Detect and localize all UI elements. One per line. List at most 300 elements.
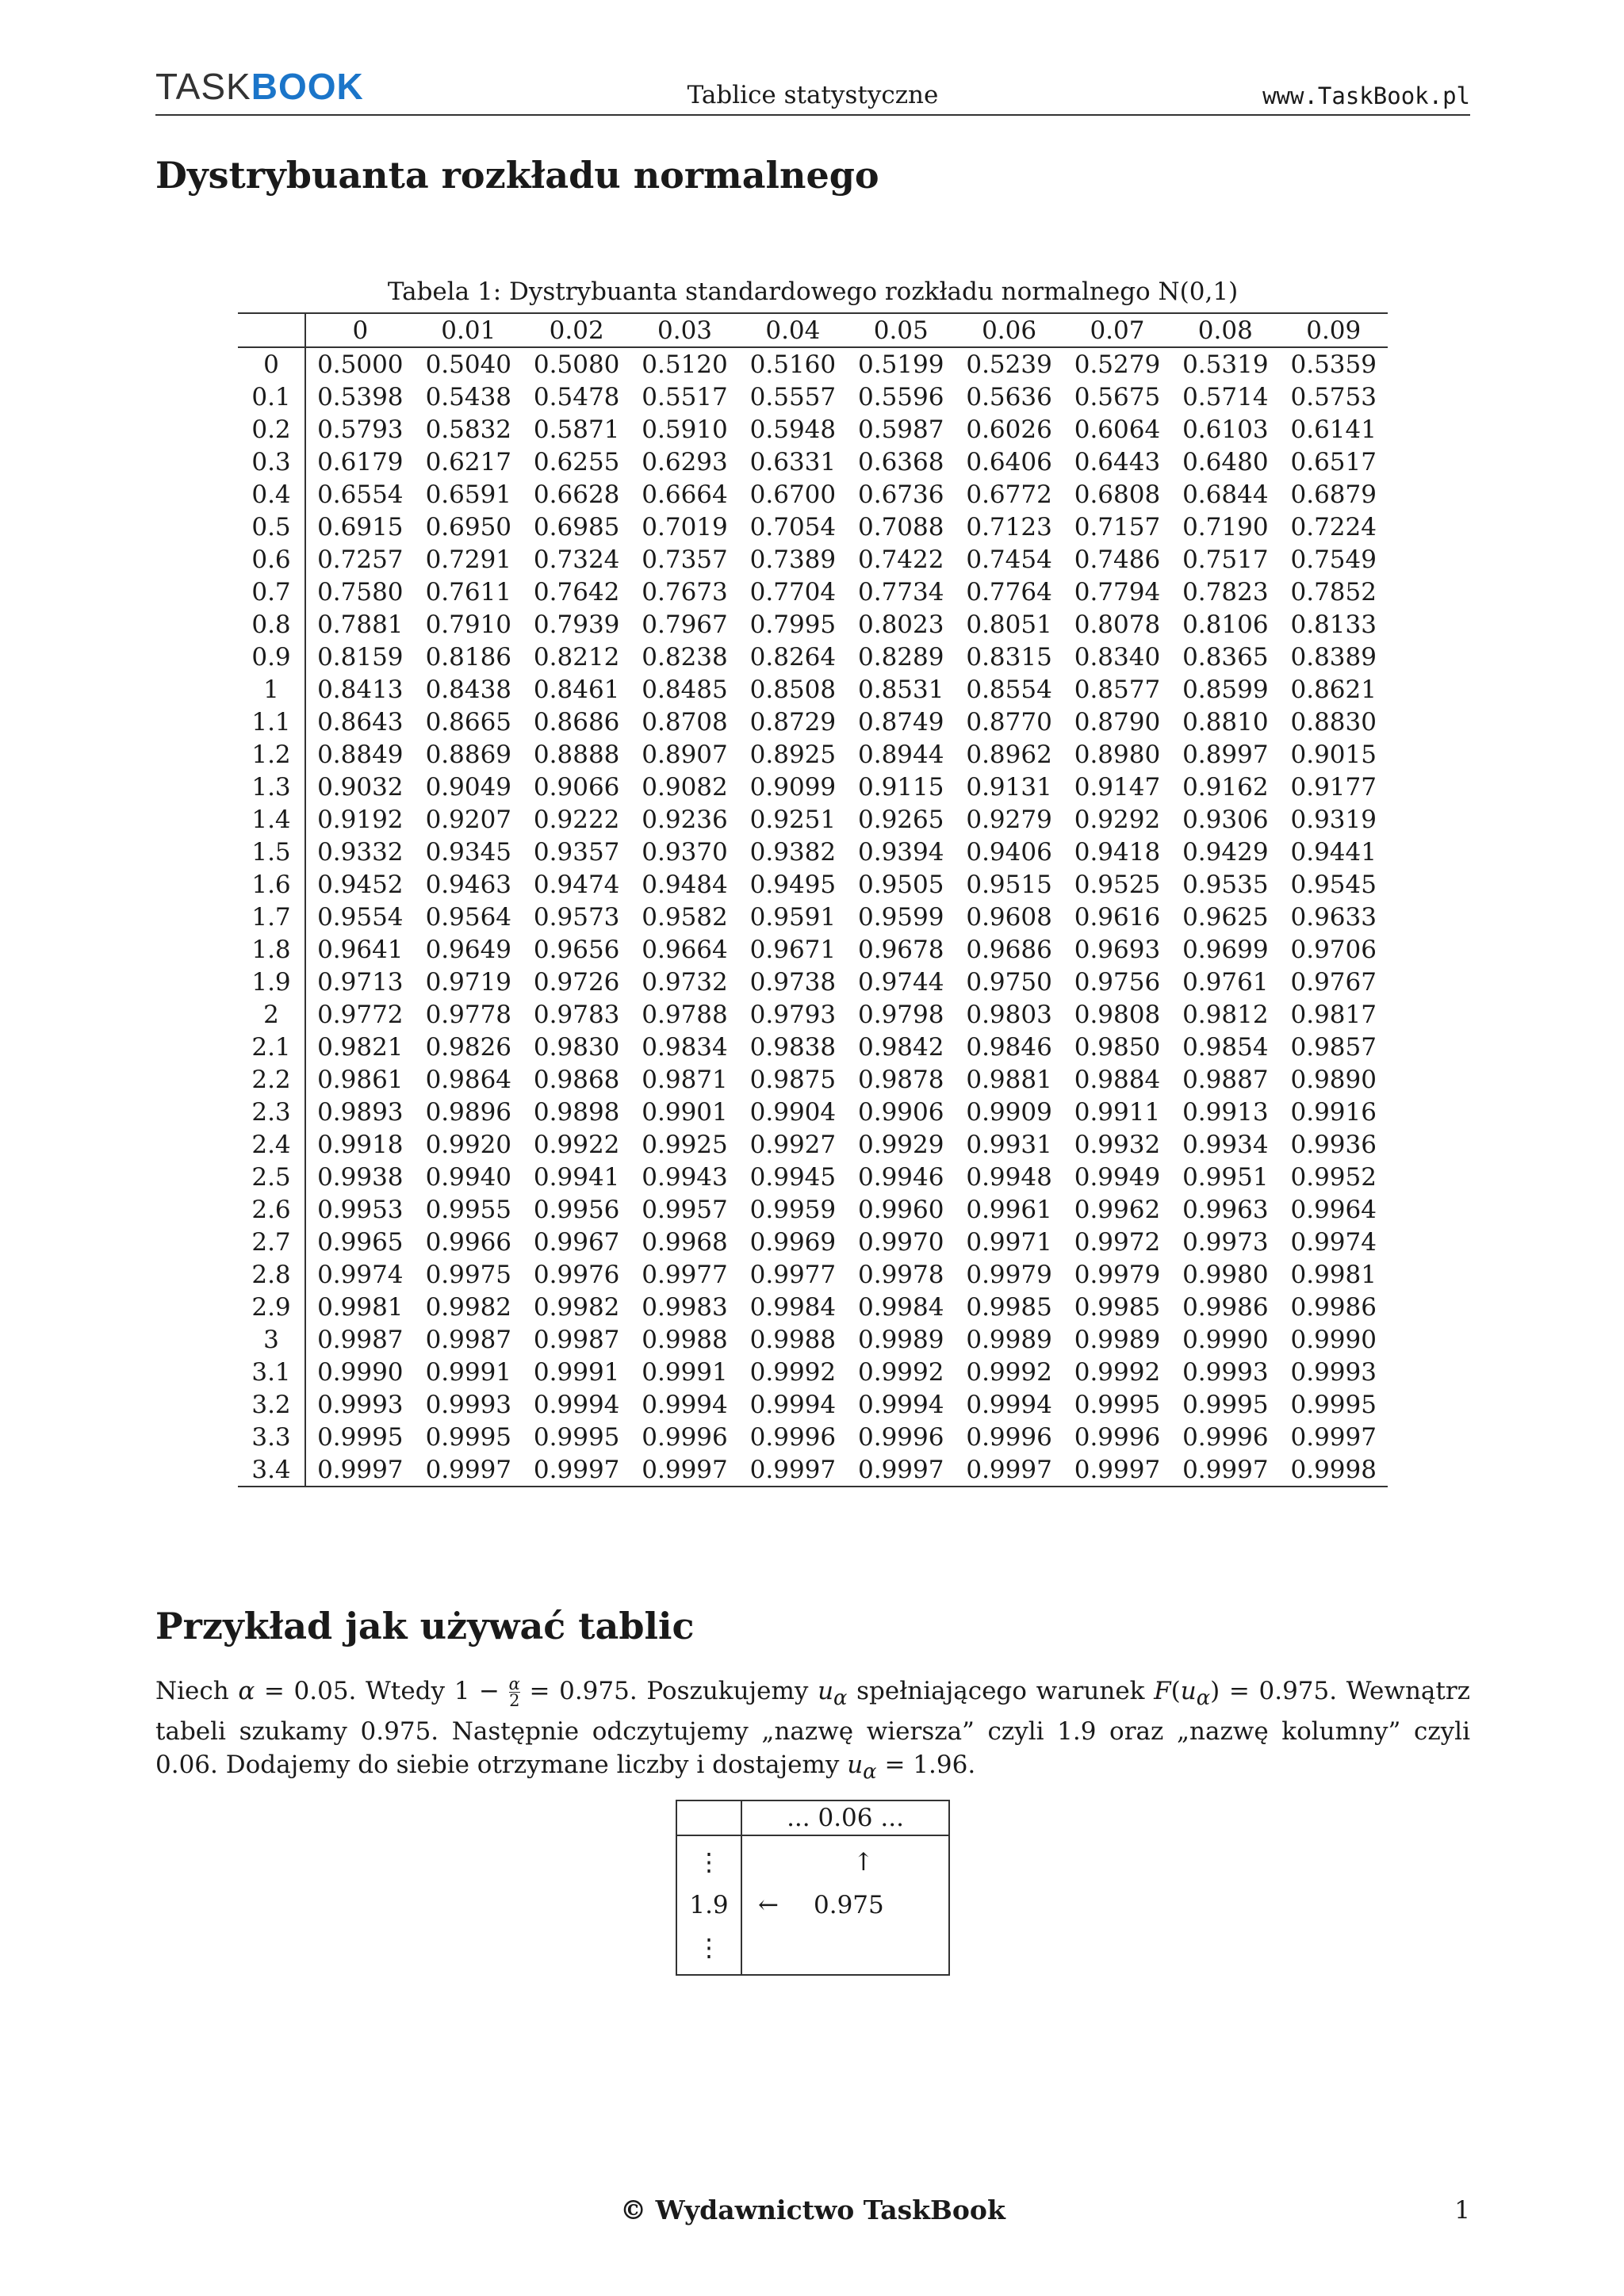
table-cell: 0.9554 xyxy=(317,902,404,932)
table-cell: 0.9082 xyxy=(642,772,728,802)
table-cell: 0.6950 xyxy=(425,512,512,541)
row-header: 3.1 xyxy=(238,1356,305,1388)
row-header: 0.6 xyxy=(238,543,305,576)
table-cell: 0.9997 xyxy=(642,1455,728,1484)
table-cell: 0.5832 xyxy=(425,415,512,444)
table-cell: 0.9901 xyxy=(642,1097,728,1127)
table-cell: 0.8907 xyxy=(642,740,728,769)
table-cell: 0.9993 xyxy=(1182,1357,1269,1387)
table-cell: 0.9834 xyxy=(642,1032,728,1062)
table-cell: 0.9970 xyxy=(858,1227,944,1257)
example-value: 0.975 xyxy=(814,1891,884,1919)
table-cell: 0.8869 xyxy=(425,740,512,769)
table-cell: 0.9633 xyxy=(1290,902,1377,932)
row-header: 0.5 xyxy=(238,511,305,543)
table-cell: 0.9922 xyxy=(533,1130,620,1159)
table-cell: 0.8438 xyxy=(425,675,512,704)
left-arrow-icon: ← xyxy=(758,1891,779,1919)
table-cell: 0.9778 xyxy=(425,1000,512,1029)
table-cell: 0.9988 xyxy=(749,1325,837,1354)
table-cell: 0.7881 xyxy=(317,610,404,639)
header-title: Tablice statystyczne xyxy=(687,81,939,109)
example-body-cell xyxy=(741,1835,949,1975)
row-header: 1 xyxy=(238,673,305,706)
table-cell: 0.9898 xyxy=(533,1097,620,1127)
table-cell: 0.9664 xyxy=(642,935,728,964)
table-cell: 0.9842 xyxy=(858,1032,944,1062)
column-header: 0.09 xyxy=(1306,316,1362,345)
table-row xyxy=(238,673,1388,706)
table-cell: 0.7389 xyxy=(749,545,837,574)
table-cell: 0.9979 xyxy=(966,1260,1052,1289)
table-cell: 0.7611 xyxy=(425,577,512,607)
table-cell: 0.9976 xyxy=(533,1260,620,1289)
table-cell: 0.7939 xyxy=(533,610,620,639)
table-cell: 0.9608 xyxy=(966,902,1052,932)
example-row-label: 1.9 xyxy=(689,1891,729,1919)
table-cell: 0.9015 xyxy=(1290,740,1377,769)
table-cell: 0.9495 xyxy=(749,870,837,899)
table-cell: 0.9463 xyxy=(425,870,512,899)
table-cell: 0.9971 xyxy=(966,1227,1052,1257)
table-cell: 0.9830 xyxy=(533,1032,620,1062)
table-cell: 0.9995 xyxy=(425,1422,512,1452)
table-cell: 0.8830 xyxy=(1290,707,1377,737)
table-cell: 0.9927 xyxy=(749,1130,837,1159)
normal-cdf-table xyxy=(238,312,1388,1487)
table-cell: 0.9997 xyxy=(425,1455,512,1484)
table-cell: 0.5596 xyxy=(858,382,944,411)
table-cell: 0.9968 xyxy=(642,1227,728,1257)
table-cell: 0.6368 xyxy=(858,447,944,476)
table-cell: 0.9505 xyxy=(858,870,944,899)
table-cell: 0.6103 xyxy=(1182,415,1269,444)
table-cell: 0.8729 xyxy=(749,707,837,737)
table-cell: 0.8980 xyxy=(1074,740,1161,769)
table-cell: 0.9750 xyxy=(966,967,1052,997)
table-cell: 0.6628 xyxy=(533,480,620,509)
table-cell: 0.6179 xyxy=(317,447,404,476)
table-cell: 0.8159 xyxy=(317,642,404,672)
table-cell: 0.9974 xyxy=(1290,1227,1377,1257)
table-cell: 0.9994 xyxy=(966,1390,1052,1419)
row-header: 2.3 xyxy=(238,1096,305,1128)
table-cell: 0.9918 xyxy=(317,1130,404,1159)
table-cell: 0.9909 xyxy=(966,1097,1052,1127)
table-cell: 0.7357 xyxy=(642,545,728,574)
table-cell: 0.9131 xyxy=(966,772,1052,802)
table-cell: 0.7224 xyxy=(1290,512,1377,541)
table-cell: 0.9995 xyxy=(533,1422,620,1452)
table-cell: 0.9973 xyxy=(1182,1227,1269,1257)
table-cell: 0.5517 xyxy=(642,382,728,411)
table-cell: 0.9887 xyxy=(1182,1065,1269,1094)
table-cell: 0.9292 xyxy=(1074,805,1161,834)
table-cell: 0.9767 xyxy=(1290,967,1377,997)
table-cell: 0.7852 xyxy=(1290,577,1377,607)
row-header: 2 xyxy=(238,998,305,1031)
table-row xyxy=(238,1031,1388,1063)
table-cell: 0.9962 xyxy=(1074,1195,1161,1224)
table-cell: 0.9706 xyxy=(1290,935,1377,964)
table-cell: 0.6026 xyxy=(966,415,1052,444)
table-cell: 0.5080 xyxy=(533,350,620,379)
table-cell: 0.5398 xyxy=(317,382,404,411)
table-cell: 0.9992 xyxy=(966,1357,1052,1387)
table-cell: 0.9974 xyxy=(317,1260,404,1289)
table-cell: 0.7088 xyxy=(858,512,944,541)
table-cell: 0.7823 xyxy=(1182,577,1269,607)
table-row xyxy=(238,413,1388,446)
table-cell: 0.6255 xyxy=(533,447,620,476)
table-cell: 0.9641 xyxy=(317,935,404,964)
table-cell: 0.9966 xyxy=(425,1227,512,1257)
table-cell: 0.5478 xyxy=(533,382,620,411)
table-cell: 0.9115 xyxy=(858,772,944,802)
table-cell: 0.9772 xyxy=(317,1000,404,1029)
table-row xyxy=(238,511,1388,543)
table-cell: 0.8186 xyxy=(425,642,512,672)
table-cell: 0.9671 xyxy=(749,935,837,964)
table-cell: 0.9980 xyxy=(1182,1260,1269,1289)
table-cell: 0.5753 xyxy=(1290,382,1377,411)
table-cell: 0.9573 xyxy=(533,902,620,932)
table-row xyxy=(238,641,1388,673)
table-cell: 0.6879 xyxy=(1290,480,1377,509)
table-cell: 0.8106 xyxy=(1182,610,1269,639)
table-cell: 0.7794 xyxy=(1074,577,1161,607)
table-cell: 0.9382 xyxy=(749,837,837,867)
logo-book-text: BOOK xyxy=(251,66,364,107)
table-cell: 0.8289 xyxy=(858,642,944,672)
row-header: 2.2 xyxy=(238,1063,305,1096)
table-cell: 0.9955 xyxy=(425,1195,512,1224)
table-cell: 0.9582 xyxy=(642,902,728,932)
table-cell: 0.9744 xyxy=(858,967,944,997)
table-cell: 0.9345 xyxy=(425,837,512,867)
table-cell: 0.9997 xyxy=(966,1455,1052,1484)
table-row xyxy=(238,446,1388,478)
table-cell: 0.9251 xyxy=(749,805,837,834)
table-cell: 0.8749 xyxy=(858,707,944,737)
table-cell: 0.9066 xyxy=(533,772,620,802)
table-cell: 0.7257 xyxy=(317,545,404,574)
table-cell: 0.6736 xyxy=(858,480,944,509)
table-cell: 0.8315 xyxy=(966,642,1052,672)
table-cell: 0.7995 xyxy=(749,610,837,639)
up-arrow-icon: ↑ xyxy=(853,1848,874,1877)
table-row xyxy=(238,901,1388,933)
table-header-row xyxy=(238,313,1388,347)
table-cell: 0.6443 xyxy=(1074,447,1161,476)
table-cell: 0.9949 xyxy=(1074,1162,1161,1192)
row-header: 1.2 xyxy=(238,738,305,771)
table-cell: 0.5910 xyxy=(642,415,728,444)
table-cell: 0.8888 xyxy=(533,740,620,769)
row-header: 0.9 xyxy=(238,641,305,673)
table-cell: 0.9904 xyxy=(749,1097,837,1127)
table-cell: 0.9931 xyxy=(966,1130,1052,1159)
table-cell: 0.9965 xyxy=(317,1227,404,1257)
table-cell: 0.9989 xyxy=(1074,1325,1161,1354)
table-cell: 0.9857 xyxy=(1290,1032,1377,1062)
table-cell: 0.5359 xyxy=(1290,350,1377,379)
table-cell: 0.8621 xyxy=(1290,675,1377,704)
table-cell: 0.9591 xyxy=(749,902,837,932)
table-cell: 0.9846 xyxy=(966,1032,1052,1062)
row-header: 1.1 xyxy=(238,706,305,738)
table-cell: 0.9989 xyxy=(966,1325,1052,1354)
table-cell: 0.9995 xyxy=(1290,1390,1377,1419)
table-cell: 0.9726 xyxy=(533,967,620,997)
table-cell: 0.6331 xyxy=(749,447,837,476)
table-cell: 0.9967 xyxy=(533,1227,620,1257)
header-url: www.TaskBook.pl xyxy=(1262,82,1470,109)
column-header: 0 xyxy=(352,316,369,345)
table-cell: 0.9913 xyxy=(1182,1097,1269,1127)
table-cell: 0.9991 xyxy=(642,1357,728,1387)
table-cell: 0.6406 xyxy=(966,447,1052,476)
table-cell: 0.5675 xyxy=(1074,382,1161,411)
table-row xyxy=(238,381,1388,413)
row-header: 0.4 xyxy=(238,478,305,511)
table-cell: 0.6591 xyxy=(425,480,512,509)
table-corner-cell xyxy=(238,313,305,347)
table-cell: 0.9977 xyxy=(642,1260,728,1289)
table-cell: 0.9911 xyxy=(1074,1097,1161,1127)
table-cell: 0.8238 xyxy=(642,642,728,672)
table-cell: 0.9925 xyxy=(642,1130,728,1159)
table-cell: 0.9945 xyxy=(749,1162,837,1192)
table-cell: 0.7019 xyxy=(642,512,728,541)
table-cell: 0.9756 xyxy=(1074,967,1161,997)
table-cell: 0.9429 xyxy=(1182,837,1269,867)
row-header: 0.1 xyxy=(238,381,305,413)
table-cell: 0.8389 xyxy=(1290,642,1377,672)
table-row xyxy=(238,706,1388,738)
table-cell: 0.8264 xyxy=(749,642,837,672)
table-cell: 0.9984 xyxy=(858,1292,944,1322)
table-cell: 0.9868 xyxy=(533,1065,620,1094)
table-cell: 0.9783 xyxy=(533,1000,620,1029)
table-cell: 0.8790 xyxy=(1074,707,1161,737)
row-header: 0.7 xyxy=(238,576,305,608)
table-cell: 0.5279 xyxy=(1074,350,1161,379)
table-cell: 0.9952 xyxy=(1290,1162,1377,1192)
table-cell: 0.9525 xyxy=(1074,870,1161,899)
table-cell: 0.9192 xyxy=(317,805,404,834)
table-cell: 0.9977 xyxy=(749,1260,837,1289)
table-cell: 0.9951 xyxy=(1182,1162,1269,1192)
table-cell: 0.9964 xyxy=(1290,1195,1377,1224)
table-cell: 0.8461 xyxy=(533,675,620,704)
table-cell: 0.9957 xyxy=(642,1195,728,1224)
table-cell: 0.9989 xyxy=(858,1325,944,1354)
table-cell: 0.8925 xyxy=(749,740,837,769)
table-cell: 0.6141 xyxy=(1290,415,1377,444)
table-cell: 0.9987 xyxy=(533,1325,620,1354)
table-cell: 0.9981 xyxy=(1290,1260,1377,1289)
row-header: 1.5 xyxy=(238,836,305,868)
vertical-dots-bottom: ⋮ xyxy=(696,1934,722,1962)
table-cell: 0.7517 xyxy=(1182,545,1269,574)
table-cell: 0.9207 xyxy=(425,805,512,834)
table-cell: 0.9699 xyxy=(1182,935,1269,964)
table-cell: 0.5040 xyxy=(425,350,512,379)
table-cell: 0.8770 xyxy=(966,707,1052,737)
table-cell: 0.7190 xyxy=(1182,512,1269,541)
row-header: 1.8 xyxy=(238,933,305,966)
table-cell: 0.5000 xyxy=(317,350,404,379)
table-cell: 0.9990 xyxy=(1290,1325,1377,1354)
logo-task-text: TASK xyxy=(155,66,251,107)
row-header: 3.3 xyxy=(238,1421,305,1453)
table-cell: 0.9992 xyxy=(749,1357,837,1387)
table-cell: 0.6517 xyxy=(1290,447,1377,476)
table-cell: 0.9599 xyxy=(858,902,944,932)
example-corner-cell xyxy=(676,1800,741,1835)
column-header: 0.05 xyxy=(873,316,929,345)
row-header: 0.8 xyxy=(238,608,305,641)
row-header: 0 xyxy=(238,347,305,381)
table-cell: 0.5160 xyxy=(749,350,837,379)
table-row xyxy=(238,543,1388,576)
column-header: 0.07 xyxy=(1090,316,1145,345)
table-cell: 0.8944 xyxy=(858,740,944,769)
table-cell: 0.9890 xyxy=(1290,1065,1377,1094)
table-cell: 0.5120 xyxy=(642,350,728,379)
table-cell: 0.9394 xyxy=(858,837,944,867)
table-cell: 0.7486 xyxy=(1074,545,1161,574)
table-cell: 0.5793 xyxy=(317,415,404,444)
table-cell: 0.7549 xyxy=(1290,545,1377,574)
table-row xyxy=(238,1193,1388,1226)
table-cell: 0.9992 xyxy=(1074,1357,1161,1387)
table-row xyxy=(238,1356,1388,1388)
table-cell: 0.8997 xyxy=(1182,740,1269,769)
table-cell: 0.9896 xyxy=(425,1097,512,1127)
table-cell: 0.9222 xyxy=(533,805,620,834)
table-cell: 0.9162 xyxy=(1182,772,1269,802)
table-cell: 0.9649 xyxy=(425,935,512,964)
table-cell: 0.9826 xyxy=(425,1032,512,1062)
table-cell: 0.9535 xyxy=(1182,870,1269,899)
table-cell: 0.9981 xyxy=(317,1292,404,1322)
example-paragraph: Niech α = 0.05. Wtedy $1 - \frac{\alpha}{2}$ = 0.975. Poszukujemy $u_\alpha$ spełniającego warunek $F(u_\alpha) = 0.975$. Wewnątrz tabeli szukamy 0.975. Następnie odczytujemy „nazwę wiersza” czyli 1.9 oraz „nazwę kolumny” czyli 0.06. Dodajemy do siebie otrzymane liczby i dostajemy $u_\alpha = 1.96$. xyxy=(155,1674,1470,1785)
table-cell: 0.9616 xyxy=(1074,902,1161,932)
table-cell: 0.9943 xyxy=(642,1162,728,1192)
table-cell: 0.9986 xyxy=(1182,1292,1269,1322)
table-cell: 0.9920 xyxy=(425,1130,512,1159)
table-cell: 0.9929 xyxy=(858,1130,944,1159)
table-cell: 0.9959 xyxy=(749,1195,837,1224)
table-cell: 0.9564 xyxy=(425,902,512,932)
table-cell: 0.9545 xyxy=(1290,870,1377,899)
table-cell: 0.9934 xyxy=(1182,1130,1269,1159)
table-cell: 0.9990 xyxy=(317,1357,404,1387)
section-title-distribution: Dystrybuanta rozkładu normalnego xyxy=(155,154,879,197)
table-cell: 0.6700 xyxy=(749,480,837,509)
table-row xyxy=(238,1453,1388,1487)
table-cell: 0.7910 xyxy=(425,610,512,639)
table-row xyxy=(238,836,1388,868)
table-cell: 0.9940 xyxy=(425,1162,512,1192)
table-cell: 0.9279 xyxy=(966,805,1052,834)
table-cell: 0.9997 xyxy=(1182,1455,1269,1484)
row-header: 3 xyxy=(238,1323,305,1356)
column-header: 0.04 xyxy=(765,316,821,345)
table-cell: 0.9798 xyxy=(858,1000,944,1029)
example-row-labels xyxy=(676,1835,741,1975)
table-cell: 0.7734 xyxy=(858,577,944,607)
table-cell: 0.8810 xyxy=(1182,707,1269,737)
table-cell: 0.8531 xyxy=(858,675,944,704)
table-row xyxy=(238,576,1388,608)
table-cell: 0.9916 xyxy=(1290,1097,1377,1127)
table-cell: 0.9960 xyxy=(858,1195,944,1224)
table-cell: 0.5871 xyxy=(533,415,620,444)
table-cell: 0.9932 xyxy=(1074,1130,1161,1159)
table-row xyxy=(238,1388,1388,1421)
table-row xyxy=(238,933,1388,966)
table-cell: 0.9484 xyxy=(642,870,728,899)
table-row xyxy=(238,1291,1388,1323)
table-cell: 0.6844 xyxy=(1182,480,1269,509)
table-cell: 0.9821 xyxy=(317,1032,404,1062)
table-cell: 0.9861 xyxy=(317,1065,404,1094)
table-cell: 0.5319 xyxy=(1182,350,1269,379)
table-cell: 0.9656 xyxy=(533,935,620,964)
table-cell: 0.9975 xyxy=(425,1260,512,1289)
row-header: 3.2 xyxy=(238,1388,305,1421)
table-row xyxy=(238,1128,1388,1161)
table-cell: 0.9996 xyxy=(858,1422,944,1452)
table-cell: 0.9817 xyxy=(1290,1000,1377,1029)
table-cell: 0.9988 xyxy=(642,1325,728,1354)
table-cell: 0.7157 xyxy=(1074,512,1161,541)
table-cell: 0.9990 xyxy=(1182,1325,1269,1354)
table-cell: 0.5199 xyxy=(858,350,944,379)
table-cell: 0.5987 xyxy=(858,415,944,444)
table-cell: 0.9987 xyxy=(425,1325,512,1354)
table-cell: 0.9953 xyxy=(317,1195,404,1224)
table-cell: 0.9306 xyxy=(1182,805,1269,834)
table-cell: 0.7422 xyxy=(858,545,944,574)
row-header: 0.3 xyxy=(238,446,305,478)
table-cell: 0.8643 xyxy=(317,707,404,737)
table-cell: 0.8599 xyxy=(1182,675,1269,704)
table-cell: 0.7704 xyxy=(749,577,837,607)
table-cell: 0.9997 xyxy=(749,1455,837,1484)
table-cell: 0.6064 xyxy=(1074,415,1161,444)
table-cell: 0.9972 xyxy=(1074,1227,1161,1257)
table-cell: 0.9871 xyxy=(642,1065,728,1094)
table-cell: 0.5948 xyxy=(749,415,837,444)
table-cell: 0.7764 xyxy=(966,577,1052,607)
table-cell: 0.9996 xyxy=(966,1422,1052,1452)
row-header: 2.6 xyxy=(238,1193,305,1226)
table-cell: 0.9864 xyxy=(425,1065,512,1094)
column-header: 0.02 xyxy=(549,316,604,345)
table-cell: 0.9995 xyxy=(1074,1390,1161,1419)
table-cell: 0.9761 xyxy=(1182,967,1269,997)
table-cell: 0.8508 xyxy=(749,675,837,704)
table-cell: 0.9985 xyxy=(1074,1292,1161,1322)
table-cell: 0.9993 xyxy=(317,1390,404,1419)
table-cell: 0.9946 xyxy=(858,1162,944,1192)
table-cell: 0.9996 xyxy=(1182,1422,1269,1452)
table-cell: 0.9875 xyxy=(749,1065,837,1094)
